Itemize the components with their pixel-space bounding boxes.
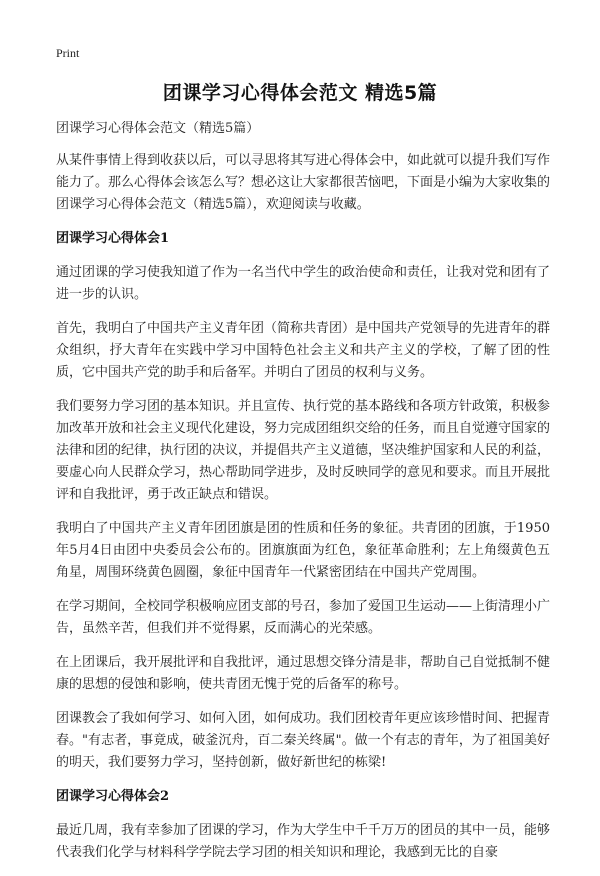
section1-paragraph: 我明白了中国共产主义青年团团旗是团的性质和任务的象征。共青团的团旗，于1950年5月4日由团中央委员会公布的。团旗旗面为红色，象征革命胜利；左上角缀黄色五角星，周围环绕黄色圆圈，象征中国青年一代紧密团结在中国共产党周围。: [56, 521, 550, 580]
intro-paragraph: 从某件事情上得到收获以后，可以寻思将其写进心得体会中，如此就可以提升我们写作能力了。那么心得体会该怎么写？想必这让大家都很苦恼吧，下面是小编为大家收集的团课学习心得体会范文（精选5篇），欢迎阅读与收藏。: [56, 153, 551, 212]
article-subtitle: 团课学习心得体会范文（精选5篇）: [56, 121, 260, 136]
section1-paragraph: 在学习期间，全校同学积极响应团支部的号召，参加了爱国卫生运动——上街清理小广告，虽然辛苦，但我们并不觉得累，反而满心的光荣感。: [56, 599, 551, 636]
section2-paragraph: 最近几周，我有幸参加了团课的学习，作为大学生中千千万万的团员的其中一员，能够代表我们化学与材料科学学院去学习团的相关知识和理论，我感到无比的自豪: [56, 823, 551, 860]
section-heading-1: 团课学习心得体会1: [56, 231, 170, 246]
page-title: 团课学习心得体会范文 精选5篇: [162, 82, 438, 104]
section1-paragraph: 团课教会了我如何学习、如何入团，如何成功。我们团校青年更应该珍惜时间、把握青春。"有志者，事竟成，破釜沉舟，百二秦关终属"。做一个有志的青年，为了祖国美好的明天，我们要努力学习，坚持创新，做好新世纪的栋梁!: [56, 711, 551, 770]
section1-paragraph: 在上团课后，我开展批评和自我批评，通过思想交锋分清是非，帮助自己自觉抵制不健康的思想的侵蚀和影响，使共青团无愧于党的后备军的称号。: [56, 655, 551, 692]
section1-paragraph: 我们要努力学习团的基本知识。并且宣传、执行党的基本路线和各项方针政策，积极参加改革开放和社会主义现代化建设，努力完成团组织交给的任务，而且自觉遵守国家的法律和团的纪律，执行团的决议，并提倡共产主义道德，坚决维护国家和人民的利益，要虚心向人民群众学习，热心帮助同学进步，及时反映同学的意见和要求。而且开展批评和自我批评，勇于改正缺点和错误。: [56, 399, 551, 502]
article-body: [56, 118, 550, 876]
section-heading-2: 团课学习心得体会2: [56, 789, 170, 804]
print-link[interactable]: Print: [56, 46, 80, 60]
section1-paragraph: 首先，我明白了中国共产主义青年团（简称共青团）是中国共产党领导的先进青年的群众组织，抒大青年在实践中学习中国特色社会主义和共产主义的学校，了解了团的性质，它中国共产党的助手和后备军。并明白了团员的权利与义务。: [56, 321, 551, 380]
section1-paragraph: 通过团课的学习使我知道了作为一名当代中学生的政治使命和责任，让我对党和团有了进一步的认识。: [56, 265, 551, 302]
